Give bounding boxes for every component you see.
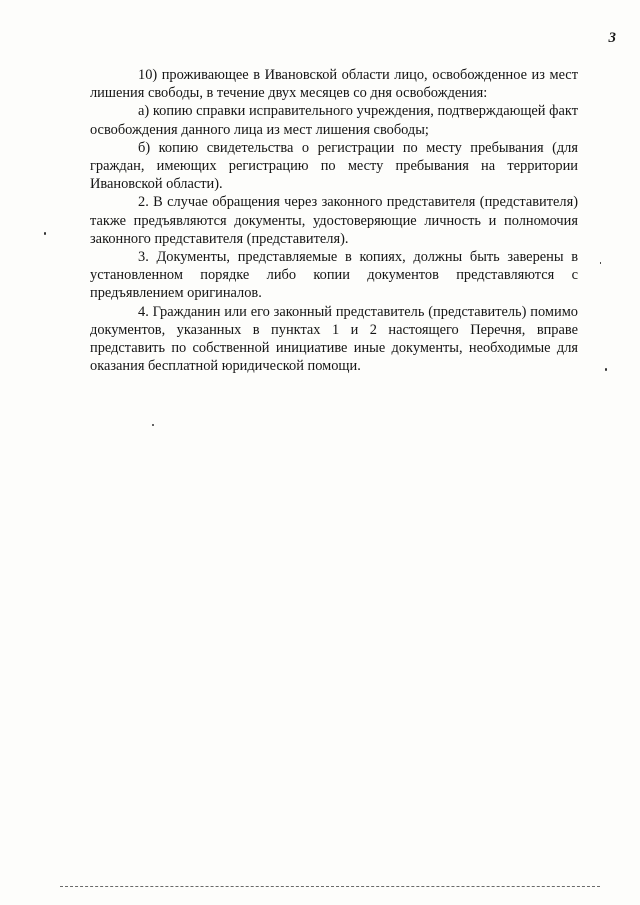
- paragraph-item-10: 10) проживающее в Ивановской области лицо, освобожденное из мест лишения свободы, в течение двух месяцев со дня освобождения:: [90, 67, 578, 102]
- scan-speck: [600, 262, 601, 264]
- paragraph-2: 2. В случае обращения через законного представителя (представителя) также предъявляются документы, удостоверяющие личность и полномочия законного представителя (представителя).: [90, 194, 578, 247]
- page-number: 3: [608, 30, 616, 46]
- scan-speck: [152, 424, 154, 426]
- paragraph-subitem-a: а) копию справки исправительного учреждения, подтверждающей факт освобождения данного лица из мест лишения свободы;: [90, 103, 578, 138]
- paragraph-3: 3. Документы, представляемые в копиях, должны быть заверены в установленном порядке либо копии документов представляются с предъявлением оригиналов.: [90, 249, 578, 302]
- scan-speck: [605, 368, 607, 371]
- scan-speck: [44, 232, 46, 235]
- paragraph-4: 4. Гражданин или его законный представитель (представитель) помимо документов, указанных в пунктах 1 и 2 настоящего Перечня, вправе представить по собственной инициативе иные документы, необходимые для оказания бесплатной юридической помощи.: [90, 303, 578, 375]
- scan-edge-line: [60, 886, 600, 887]
- document-body: [90, 66, 578, 375]
- paragraph-subitem-b: б) копию свидетельства о регистрации по месту пребывания (для граждан, имеющих регистрацию по месту пребывания на территории Ивановской области).: [90, 139, 578, 193]
